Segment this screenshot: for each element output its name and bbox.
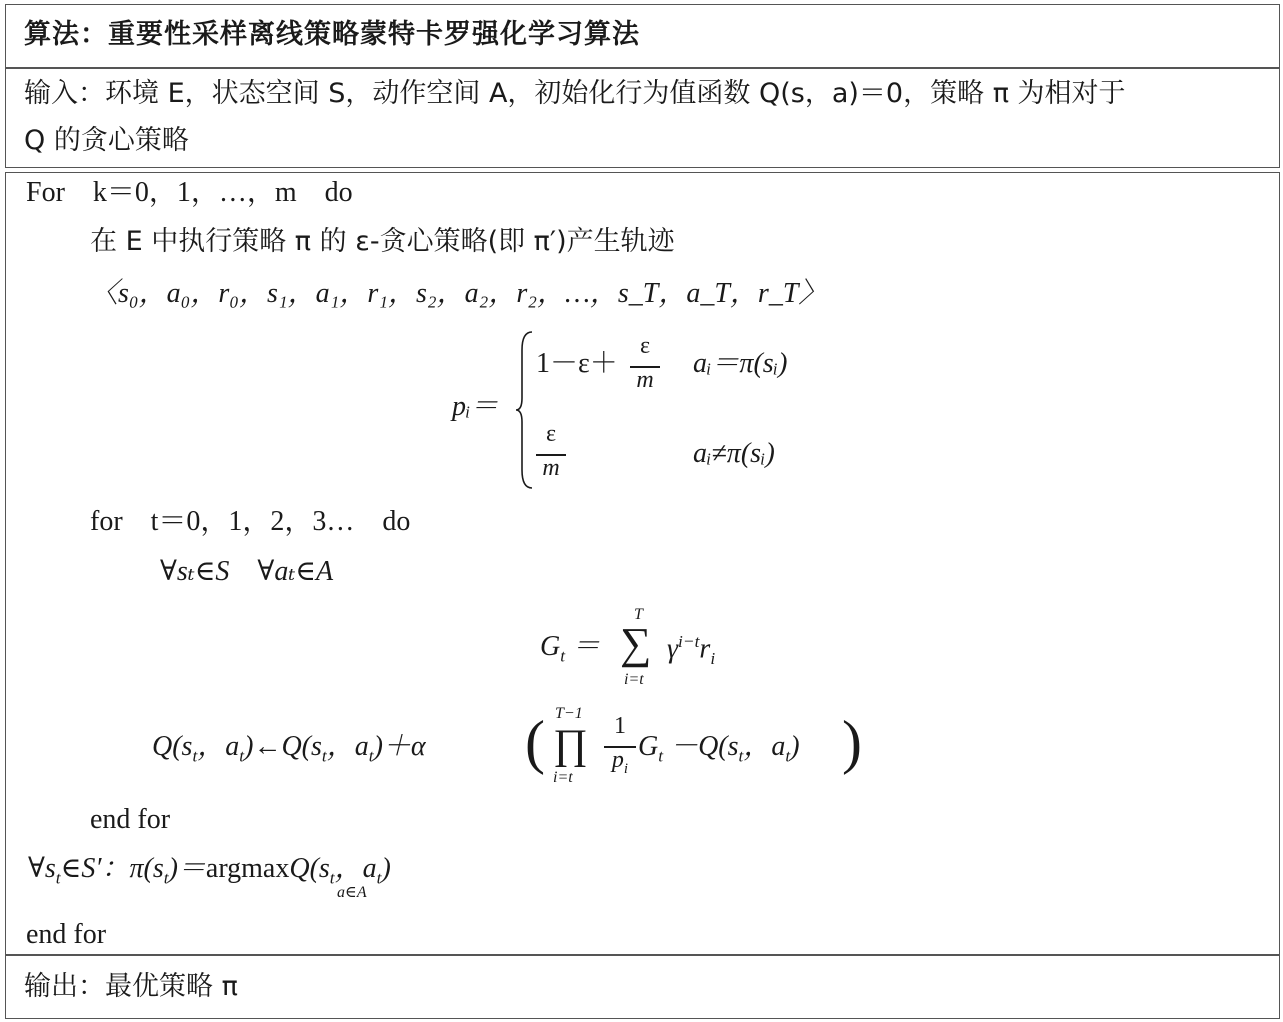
piecewise-brace [514,330,536,490]
exec-line: 在 E 中执行策略 π 的 ε-贪心策略(即 π′)产生轨迹 [90,226,675,257]
case1-cond: aᵢ＝π(sᵢ) [693,348,788,379]
sum-lower: i=t [624,671,644,688]
left-paren: ( [525,709,545,775]
input-text: 环境 E，状态空间 S，动作空间 A，初始化行为值函数 Q(s，a)＝0，策略 π 为相对于 [105,78,1126,109]
output-line [24,973,238,1000]
prod-symbol: ∏ [553,722,588,768]
Q-update-lhs: $Q(s_t$，$a_t)\leftarrow Q(s_t$，$a_t)+\alpha$ [152,731,426,766]
trajectory-line: 〈s₀，a₀，r₀，s₁，a₁，r₁，s₂，a₂，r₂，…，s_T，a_T，r_T〉 [90,278,827,309]
prod-lower: i=t [553,769,573,786]
forall-line: ∀sₜ∈S ∀aₜ∈A [160,556,334,587]
case1-fraction: ε m [630,334,660,382]
output-text: 最优策略 π [105,971,238,1002]
right-paren: ) [842,709,862,775]
for-outer-line: For k＝0，1，…，m do [26,177,353,208]
policy-update: $\forall s_t\in S'$：$\pi(s_t)=argmaxQ(s_t$，$a_t$) [28,853,391,888]
case2-fraction: ε m [536,422,566,470]
input-line-1 [24,80,1126,107]
output-label: 输出： [24,971,105,1002]
argmax-sub: a∈A [337,884,367,901]
input-label: 输入： [24,78,105,109]
end-for-outer: end for [26,919,107,950]
sum-symbol: ∑ [620,619,652,668]
one-over-p: 1 $p_i$ [604,714,636,767]
sum-upper: T [634,606,643,623]
G-formula: $G_t$ ＝ [540,631,601,666]
p-lhs: pᵢ＝ [452,391,499,422]
input-line-2: Q 的贪心策略 [24,125,189,156]
algorithm-title: 算法：重要性采样离线策略蒙特卡罗强化学习算法 [24,19,640,50]
end-for-inner: end for [90,804,171,835]
G-summand: $\gamma^{i-t}r_i$ [667,632,716,668]
for-inner-line: for t＝0，1，2，3… do [90,506,411,537]
prod-upper: T−1 [555,705,583,722]
Q-update-rhs: $G_t -Q(s_t$，$a_t$) [638,731,800,766]
case1-expr: 1－ε＋ [536,348,618,379]
case2-cond: aᵢ≠π(sᵢ) [693,438,775,469]
